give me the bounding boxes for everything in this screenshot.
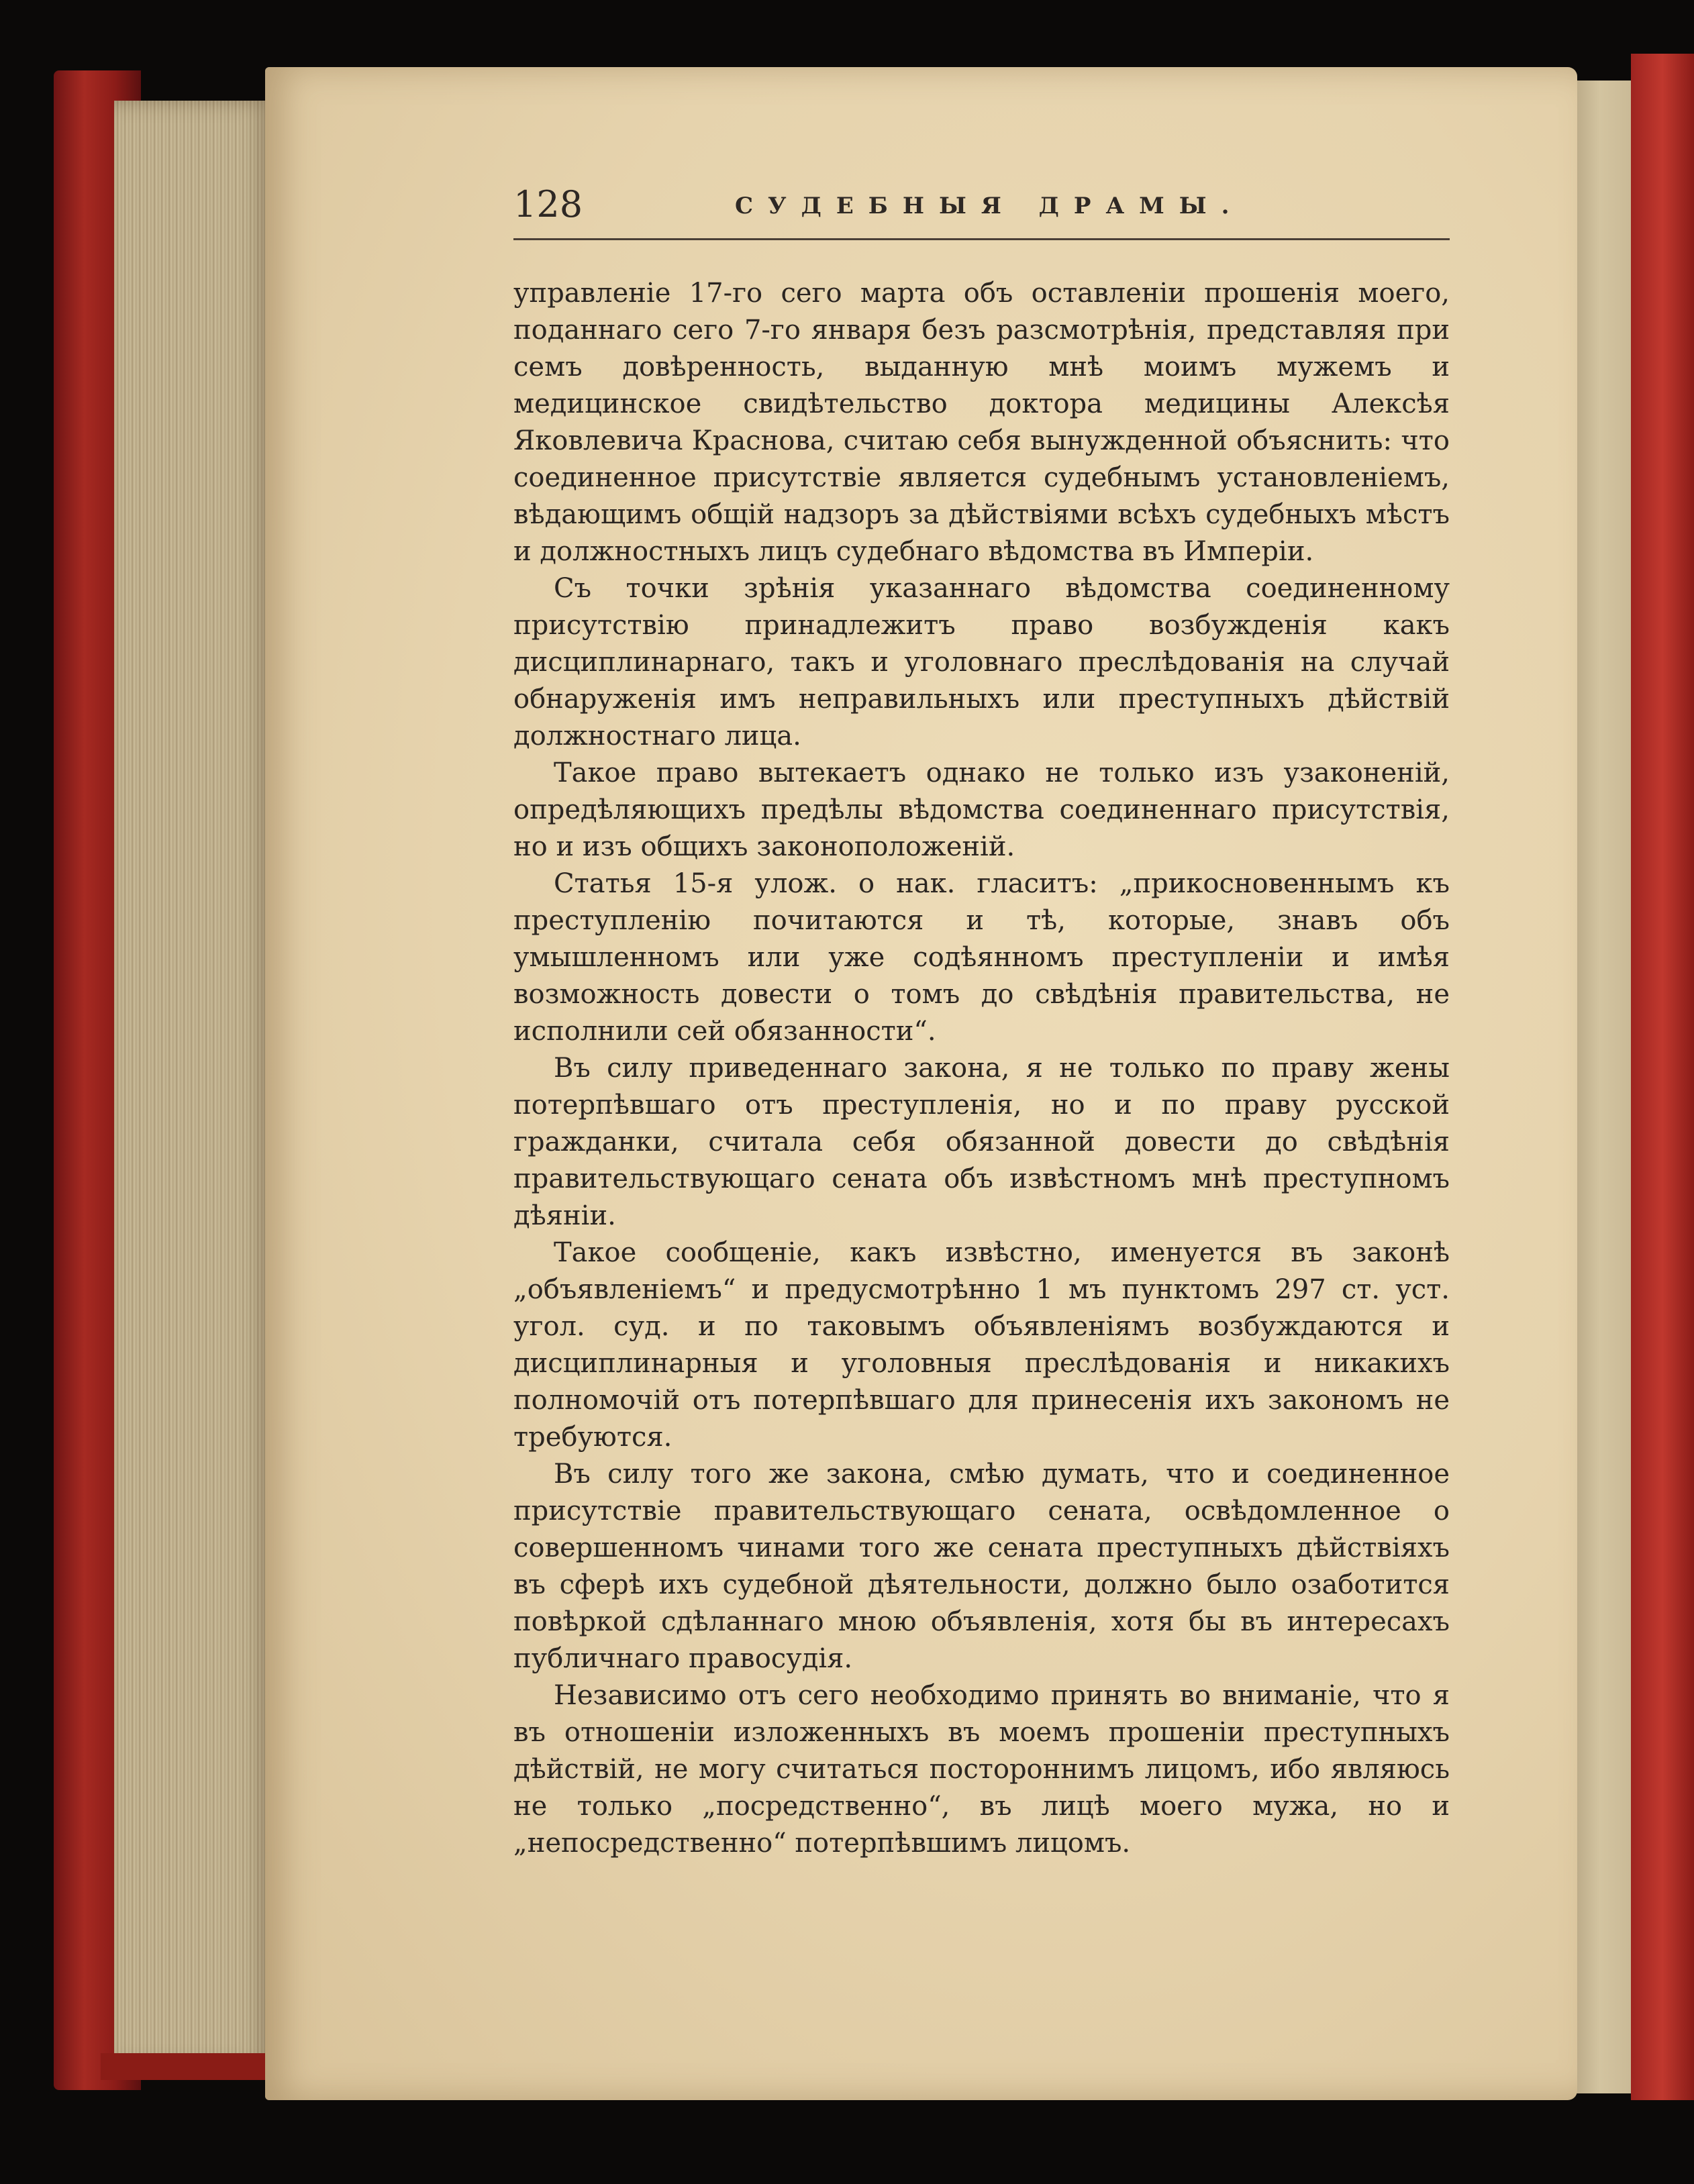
page-body <box>513 275 1450 1862</box>
paragraph: Статья 15-я улож. о нак. гласитъ: „прикосновеннымъ къ преступленію почитаются и тѣ, которые, знавъ объ умышленномъ или уже содѣянномъ преступленіи и имѣя возможность довести о томъ до свѣдѣнія правительства, не исполнили сей обязанности“. <box>513 868 1450 1047</box>
page-number: 128 <box>513 183 583 225</box>
paragraph: Въ силу того же закона, смѣю думать, что и соединенное присутствіе правительствующаго сената, освѣдомленное о совершенномъ чинами того же сената преступныхъ дѣйствіяхъ въ сферѣ ихъ судебной дѣятельности, должно было озаботится повѣркой сдѣланнаго мною объявленія, хотя бы въ интересахъ публичнаго правосудія. <box>513 1459 1450 1674</box>
paragraph: Съ точки зрѣнія указаннаго вѣдомства соединенному присутствію принадлежитъ право возбужденія какъ дисциплинарнаго, такъ и уголовнаго преслѣдованія на случай обнаруженія имъ неправильныхъ или преступныхъ дѣйствій должностнаго лица. <box>513 573 1450 751</box>
paragraph: Въ силу приведеннаго закона, я не только по праву жены потерпѣвшаго отъ преступленія, но и по праву русской гражданки, считала себя обязанной довести до свѣдѣнія правительствующаго сената объ извѣстномъ мнѣ преступномъ дѣяніи. <box>513 1053 1450 1231</box>
book-cover-bottom <box>101 2053 275 2080</box>
page-header <box>513 178 1450 240</box>
page-edges <box>114 101 275 2067</box>
running-title: СУДЕБНЫЯ ДРАМЫ. <box>735 193 1244 219</box>
paragraph: Такое право вытекаетъ однако не только изъ узаконеній, опредѣляющихъ предѣлы вѣдомства соединеннаго присутствія, но и изъ общихъ законоположеній. <box>513 758 1450 862</box>
book-cover-right <box>1631 54 1694 2100</box>
paragraph: управленіе 17-го сего марта объ оставленіи прошенія моего, поданнаго сего 7-го января безъ разсмотрѣнія, представляя при семъ довѣренность, выданную мнѣ моимъ мужемъ и медицинское свидѣтельство доктора медицины Алексѣя Яковлевича Краснова, считаю себя вынужденной объяснить: что соединенное присутствіе является судебнымъ установленіемъ, вѣдающимъ общій надзоръ за дѣйствіями всѣхъ судебныхъ мѣстъ и должностныхъ лицъ судебнаго вѣдомства въ Имперіи. <box>513 278 1450 567</box>
paragraph: Независимо отъ сего необходимо принять во вниманіе, что я въ отношеніи изложенныхъ въ моемъ прошеніи преступныхъ дѣйствій, не могу считаться постороннимъ лицомъ, ибо являюсь не только „посредственно“, въ лицѣ моего мужа, но и „непосредственно“ потерпѣвшимъ лицомъ. <box>513 1680 1450 1859</box>
paragraph: Такое сообщеніе, какъ извѣстно, именуется въ законѣ „объявленіемъ“ и предусмотрѣнно 1 мъ пунктомъ 297 ст. уст. угол. суд. и по таковымъ объявленіямъ возбуждаются и дисциплинарныя и уголовныя преслѣдованія и никакихъ полномочій отъ потерпѣвшаго для принесенія ихъ закономъ не требуются. <box>513 1237 1450 1453</box>
